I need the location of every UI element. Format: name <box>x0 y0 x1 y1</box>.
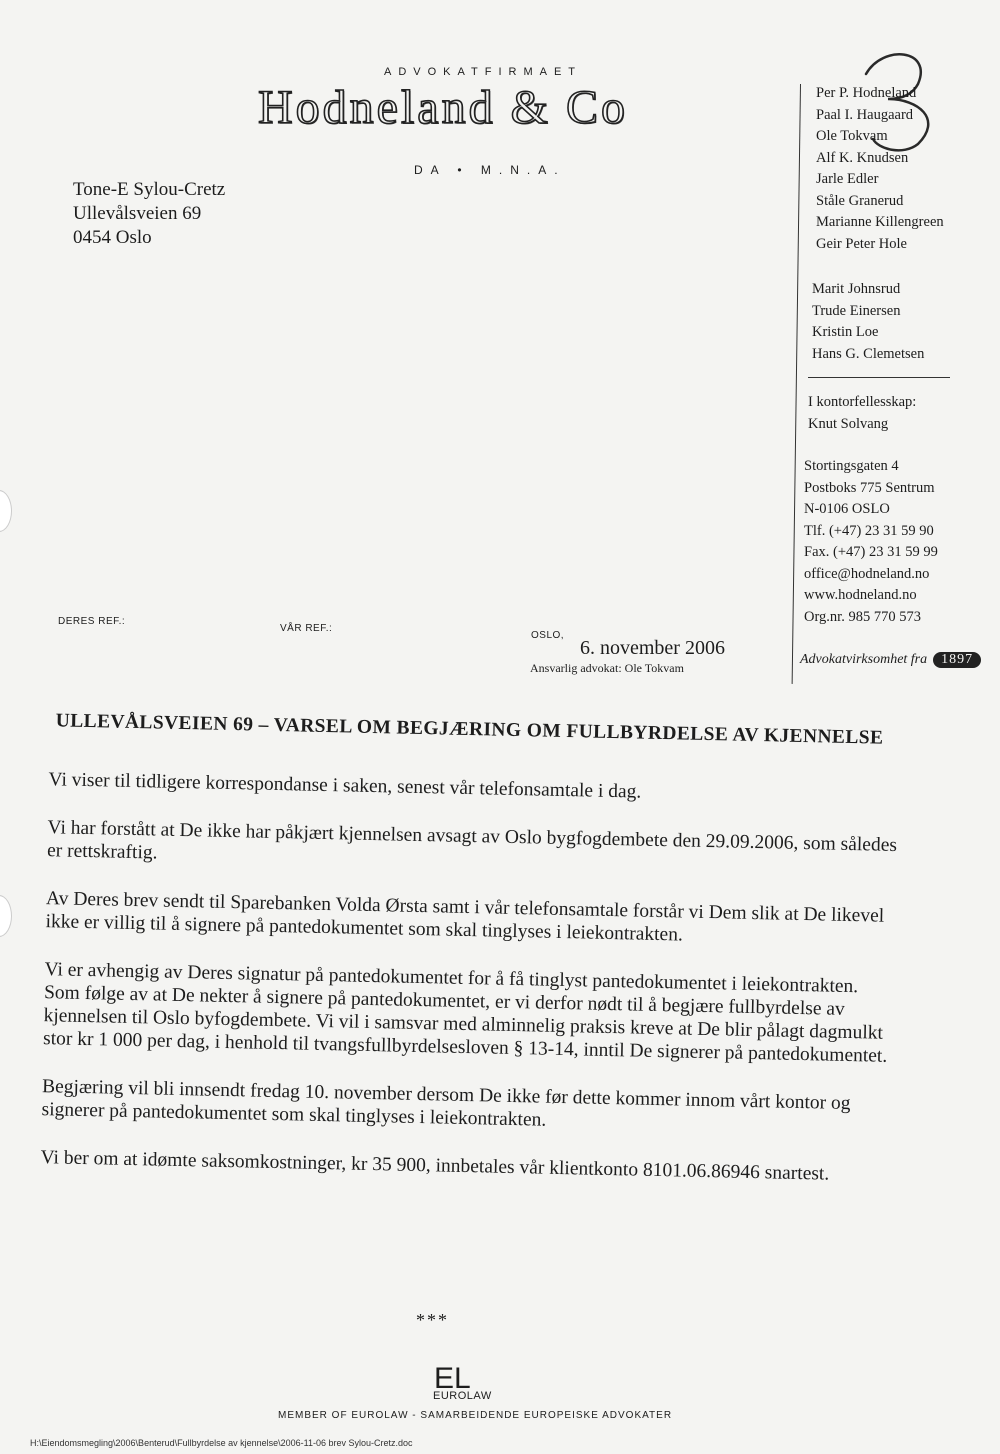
partner-name: Ole Tokvam <box>816 128 888 144</box>
address-line: Postboks 775 Sentrum <box>804 479 935 496</box>
letter-paragraph: Vi har forstått at De ikke har påkjært kjennelsen avsagt av Oslo bygfogdembete den 29.09.2006, som således er rettskraftig. <box>46 817 898 864</box>
separator-stars: *** <box>416 1310 449 1330</box>
partner-name: Jarle Edler <box>816 171 879 187</box>
eurolaw-logo-icon <box>432 1362 492 1392</box>
letter-paragraph: Begjæring vil bli innsendt fredag 10. november dersom De ikke før dette kommer innom vårt kontor og signerer på pantedokumentet som skal tinglyses i leiekontrakten. <box>41 1076 851 1131</box>
sidebar-divider <box>792 84 801 684</box>
since-text: Advokatvirksomhet fra <box>800 652 928 667</box>
associate-name: Marit Johnsrud <box>812 281 901 297</box>
eurolaw-member-text: MEMBER OF EUROLAW - SAMARBEIDENDE EUROPEISKE ADVOKATER <box>278 1410 673 1421</box>
office-share <box>808 392 916 435</box>
letter-date: 6. november 2006 <box>580 637 725 659</box>
letter-subject: ULLEVÅLSVEIEN 69 – VARSEL OM BEGJÆRING OM FULLBYRDELSE AV KJENNELSE <box>55 710 884 749</box>
firm-suffix: DA • M.N.A. <box>414 163 566 177</box>
responsible-lawyer: Ansvarlig advokat: Ole Tokvam <box>530 661 684 675</box>
since-year-badge: 1897 <box>933 652 981 668</box>
address-line: Fax. (+47) 23 31 59 99 <box>804 544 938 560</box>
recipient-street: Ullevålsveien 69 <box>73 203 202 224</box>
address-line: office@hodneland.no <box>804 565 930 582</box>
punch-hole-lower <box>0 895 12 937</box>
partner-name: Marianne Killengreen <box>816 214 944 230</box>
var-ref-label: VÅR REF.: <box>280 623 333 634</box>
address-line: Tlf. (+47) 23 31 59 90 <box>804 522 934 539</box>
file-path: H:\Eiendomsmegling\2006\Benterud\Fullbyrdelse av kjennelse\2006-11-06 brev Sylou-Cretz.doc <box>30 1438 413 1448</box>
letter-paragraph: Av Deres brev sendt til Sparebanken Volda Ørsta samt i vår telefonsamtale forstår vi Dem slik at De likevel ikke er villig til å signere på pantedokumentet som skal tinglyses i leiekontrakten. <box>45 888 885 946</box>
partner-name: Paal I. Haugaard <box>816 106 914 123</box>
eurolaw-label: EUROLAW <box>433 1390 492 1402</box>
associate-name: Hans G. Clemetsen <box>812 345 925 362</box>
address-line: N-0106 OSLO <box>804 501 890 517</box>
associate-name: Kristin Loe <box>812 324 879 340</box>
punch-hole-upper <box>0 490 12 532</box>
deres-ref-label: DERES REF.: <box>58 616 126 627</box>
firm-label: ADVOKATFIRMAET <box>384 66 583 78</box>
partner-name: Alf K. Knudsen <box>816 149 909 166</box>
address-line: Org.nr. 985 770 573 <box>804 608 921 625</box>
associate-name: Trude Einersen <box>812 302 901 319</box>
partner-name: Geir Peter Hole <box>816 235 907 252</box>
letter-body <box>30 710 900 1212</box>
address-line: Stortingsgaten 4 <box>804 458 899 474</box>
associates-list <box>812 279 924 365</box>
partner-name: Per P. Hodneland <box>816 85 917 101</box>
letter-paragraph: Vi ber om at idømte saksomkostninger, kr 35 900, innbetales vår klientkonto 8101.06.86946 snartest. <box>40 1147 830 1185</box>
partner-name: Ståle Granerud <box>816 192 904 209</box>
oslo-label: OSLO, <box>531 630 565 641</box>
handwritten-three-text: 3 <box>898 104 899 105</box>
sidebar-rule <box>808 377 950 378</box>
firm-address <box>804 456 938 628</box>
partners-list <box>816 83 944 255</box>
recipient-address <box>73 178 225 250</box>
letter-paragraph: Vi er avhengig av Deres signatur på pantedokumentet for å få tinglyst pantedokumentet i leiekontrakten. Som følge av at De nekter å signere på pantedokumentet, er vi derfor nødt til å begjære fullbyrdelse av kjennelsen til Oslo byfogdembete. Vi vil i samsvar med alminnelig praksis kreve at De blir pålagt dagmulkt stor kr 1 000 per dag, i henhold til tvangsfullbyrdelsesloven § 13-14, inntil De signerer på pantedokumentet. <box>42 959 888 1067</box>
address-line: www.hodneland.no <box>804 587 917 603</box>
recipient-city: 0454 Oslo <box>73 227 152 248</box>
office-share-name: Knut Solvang <box>808 415 889 432</box>
recipient-name: Tone-E Sylou-Cretz <box>73 179 226 200</box>
firm-since <box>800 652 981 668</box>
eurolaw-logo-text: EL <box>434 1362 471 1392</box>
office-share-label: I kontorfellesskap: <box>808 394 917 410</box>
firm-name: Hodneland & Co <box>258 81 628 134</box>
letter-paragraph: Vi viser til tidligere korrespondanse i saken, senest vår telefonsamtale i dag. <box>48 769 642 803</box>
letter-paragraphs <box>30 768 898 1187</box>
